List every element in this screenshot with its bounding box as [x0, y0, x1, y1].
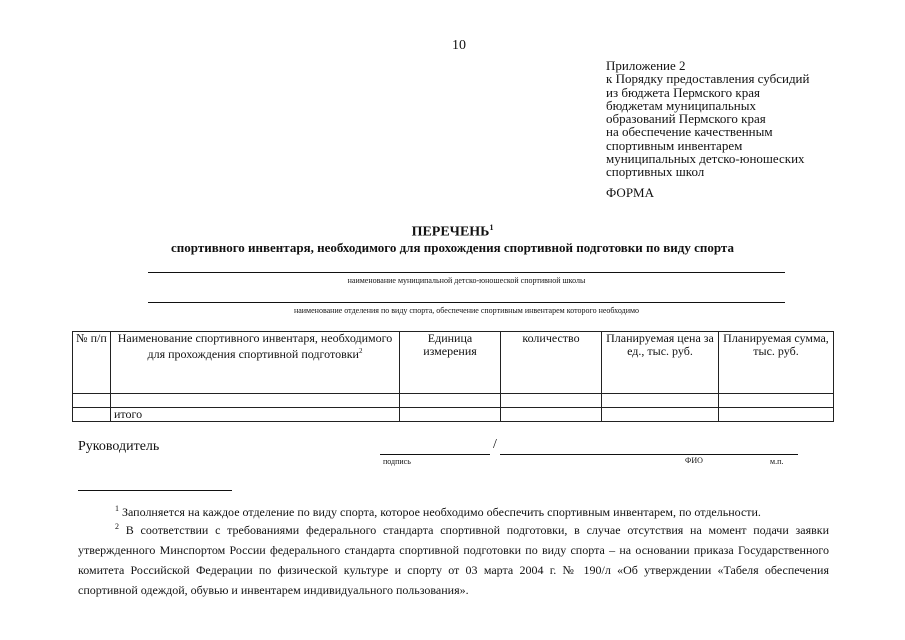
stamp-caption: м.п. — [770, 457, 784, 466]
table-cell[interactable] — [602, 408, 719, 422]
fio-line[interactable] — [500, 454, 798, 455]
table-cell[interactable] — [602, 394, 719, 408]
department-name-line — [148, 302, 785, 303]
appendix-line: образований Пермского края — [606, 111, 766, 127]
header-name-footnote-mark: 2 — [358, 346, 363, 355]
table-header-row — [73, 332, 834, 394]
page-number: 10 — [452, 38, 466, 53]
table-cell[interactable] — [73, 408, 111, 422]
title-footnote-mark: 1 — [489, 223, 494, 232]
appendix-line: на обеспечение качественным — [606, 124, 773, 140]
footnote-2-text: В соответствии с требованиями федерального стандарта спортивной подготовки, в случае отсутствия на момент подачи заявки утвержденного Минспортом России федерального стандарта спортивной подготовки по виду спорта – на основании приказа Государственного комитета Российской Федерации по физической культуре и спорту от 03 марта 2004 г. № 190/л «Об утверждении «Табеля обеспечения спортивной одеждой, обувью и инвентарем индивидуального пользования». — [78, 523, 830, 597]
appendix-line: к Порядку предоставления субсидий — [606, 71, 810, 87]
header-qty: количество — [501, 332, 602, 394]
appendix-line: спортивным инвентарем — [606, 137, 743, 153]
table-cell[interactable] — [719, 408, 834, 422]
table-total-row — [73, 408, 834, 422]
form-label: ФОРМА — [606, 185, 654, 200]
title-text: ПЕРЕЧЕНЬ — [411, 224, 490, 240]
table-cell[interactable] — [501, 394, 602, 408]
table-cell[interactable] — [73, 394, 111, 408]
appendix-line: бюджетам муниципальных — [606, 97, 756, 113]
footnote-2 — [78, 517, 829, 600]
footnote-1-text: Заполняется на каждое отделение по виду спорта, которое необходимо обеспечить спортивным инвентарем, по отдельности. — [122, 505, 761, 519]
table-cell[interactable] — [111, 394, 400, 408]
inventory-table — [72, 331, 834, 422]
total-label: итого — [111, 408, 400, 422]
appendix-line: спортивных школ — [606, 164, 705, 180]
signature-caption: подпись — [383, 457, 411, 466]
table-cell[interactable] — [719, 394, 834, 408]
header-name-text: Наименование спортивного инвентаря, необходимого для прохождения спортивной подготовки — [117, 331, 393, 361]
header-sum: Планируемая сумма, тыс. руб. — [719, 332, 834, 394]
document-subtitle: спортивного инвентаря, необходимого для прохождения спортивной подготовки по виду спорта — [171, 240, 734, 255]
appendix-line: Приложение 2 — [606, 58, 686, 73]
department-name-caption: наименование отделения по виду спорта, обеспечение спортивным инвентарем которого необходимо — [293, 306, 640, 315]
footnote-2-mark: 2 — [115, 522, 119, 531]
header-name — [111, 332, 400, 394]
header-num: № п/п — [73, 332, 111, 394]
footnote-separator — [78, 490, 232, 491]
table-cell[interactable] — [400, 408, 501, 422]
footnote-1-mark: 1 — [115, 504, 119, 513]
school-name-line — [148, 272, 785, 273]
signature-slash: / — [493, 437, 497, 452]
signatory-label: Руководитель — [78, 439, 160, 454]
header-price: Планируемая цена за ед., тыс. руб. — [602, 332, 719, 394]
appendix-line: муниципальных детско-юношеских — [606, 151, 805, 167]
table-cell[interactable] — [501, 408, 602, 422]
table-row — [73, 394, 834, 408]
header-unit: Единица измерения — [400, 332, 501, 394]
document-title — [0, 223, 905, 241]
appendix-header — [606, 59, 809, 179]
fio-caption: ФИО — [685, 456, 703, 465]
appendix-line: из бюджета Пермского края — [606, 84, 761, 100]
table-cell[interactable] — [400, 394, 501, 408]
school-name-caption: наименование муниципальной детско-юношеской спортивной школы — [347, 276, 586, 285]
signature-line[interactable] — [380, 454, 490, 455]
